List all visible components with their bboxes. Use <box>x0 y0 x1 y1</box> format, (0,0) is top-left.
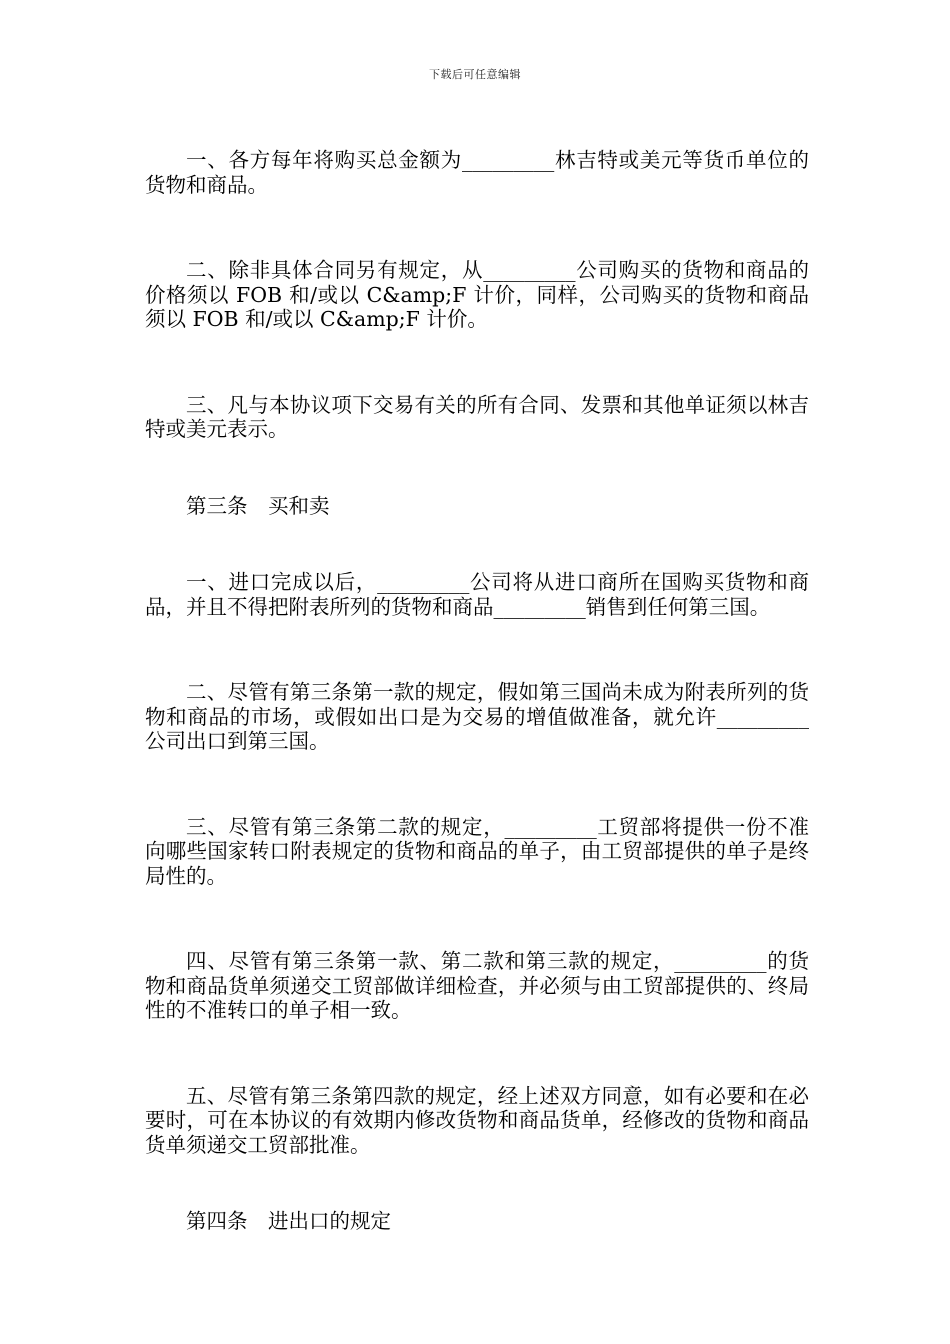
paragraph-pricing-terms: 二、除非具体合同另有规定，从_________公司购买的货物和商品的价格须以 FOB 和/或以 C&amp;F 计价，同样，公司购买的货物和商品须以 FOB 和/或以 C&amp;F 计价。 <box>145 258 809 331</box>
section-heading-article-4: 第四条 进出口的规定 <box>186 1209 391 1233</box>
page-header: 下载后可任意编辑 <box>429 68 521 81</box>
paragraph-article-3-clause-3: 三、尽管有第三条第二款的规定，_________工贸部将提供一份不准向哪些国家转口附表规定的货物和商品的单子，由工贸部提供的单子是终局性的。 <box>145 814 809 888</box>
document-body <box>145 148 809 1234</box>
paragraph-currency: 三、凡与本协议项下交易有关的所有合同、发票和其他单证须以林吉特或美元表示。 <box>145 392 809 441</box>
paragraph-purchase-amount: 一、各方每年将购买总金额为_________林吉特或美元等货币单位的货物和商品。 <box>145 148 809 197</box>
paragraph-article-3-clause-4: 四、尽管有第三条第一款、第二款和第三款的规定，_________的货物和商品货单须递交工贸部做详细检查，并必须与由工贸部提供的、终局性的不准转口的单子相一致。 <box>145 949 809 1022</box>
section-heading-article-3: 第三条 买和卖 <box>186 493 330 518</box>
paragraph-article-3-clause-1: 一、进口完成以后，_________公司将从进口商所在国购买货物和商品，并且不得把附表所列的货物和商品_________销售到任何第三国。 <box>145 570 809 619</box>
paragraph-article-3-clause-2: 二、尽管有第三条第一款的规定，假如第三国尚未成为附表所列的货物和商品的市场，或假如出口是为交易的增值做准备，就允许_________公司出口到第三国。 <box>145 680 809 753</box>
paragraph-article-3-clause-5: 五、尽管有第三条第四款的规定，经上述双方同意，如有必要和在必要时，可在本协议的有效期内修改货物和商品货单，经修改的货物和商品货单须递交工贸部批准。 <box>145 1083 809 1157</box>
